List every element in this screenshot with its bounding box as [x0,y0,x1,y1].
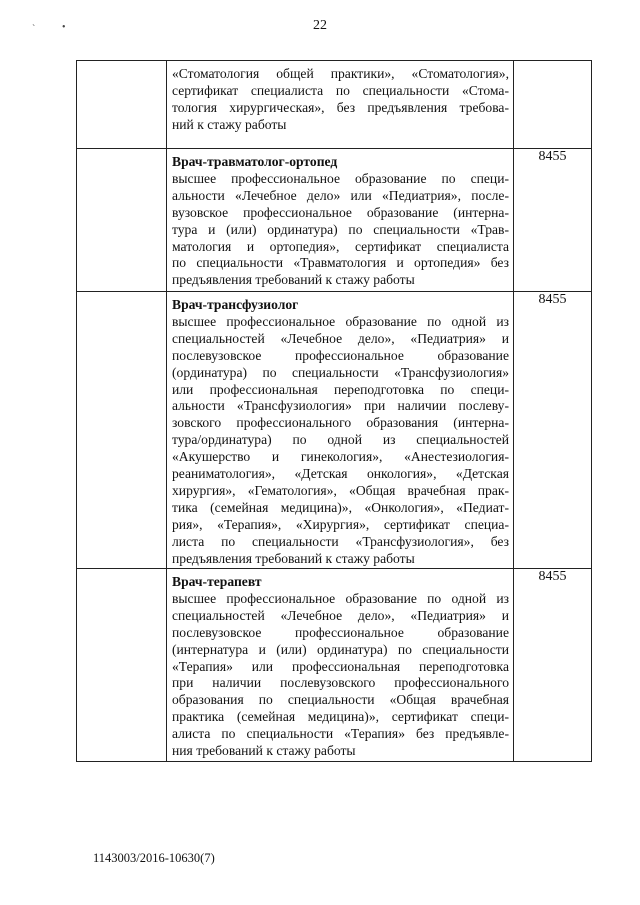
table-row [77,61,592,149]
requirement-line: высшее профессиональное образование по одной из [172,313,509,329]
requirement-line: рия», «Терапия», «Хирургия», сертификат специа- [172,516,509,532]
requirement-line: послевузовское профессиональное образование [172,624,509,640]
requirement-line: при наличии послевузовского профессионального [172,675,509,691]
requirement-line: тура/ординатура) по одной из специальностей [172,432,509,448]
document-code: 1143003/2016-10630(7) [93,851,215,865]
requirement-line: (ординатура) по специальности «Трансфузиология» [172,364,509,380]
requirement-line: альности «Лечебное дело» или «Педиатрия», после- [172,187,509,203]
requirement-line: «Стоматология общей практики», «Стоматология», [172,66,509,81]
requirement-line: листа по специальности «Трансфузиология», без [172,533,509,549]
requirement-line: или профессиональная переподготовка по специ- [172,381,509,397]
requirement-line: альности «Трансфузиология» при наличии послеву- [172,398,509,414]
requirement-line: послевузовское профессиональное образование [172,347,509,363]
table-row [77,149,592,292]
salary-value-cell: 8455 [514,149,592,292]
requirement-line: высшее профессиональное образование по одной из [172,590,509,606]
page-number: 22 [313,18,327,33]
requirement-line: сертификат специалиста по специальности «Стома- [172,82,509,98]
requirement-line: «Акушерство и гинекология», «Анестезиология- [172,449,509,465]
requirement-line: ния требований к стажу работы [172,743,356,759]
requirement-line: ний к стажу работы [172,116,287,132]
requirement-line: тология хирургическая», без предъявления требова- [172,99,509,115]
requirement-line: специальностей «Лечебное дело», «Педиатрия» и [172,330,509,346]
requirement-line: высшее профессиональное образование по специ- [172,170,509,186]
table-row [77,569,592,762]
requirement-line: хирургия», «Гематология», «Общая врачебная прак- [172,482,509,498]
empty-cell [77,61,167,149]
salary-value-cell [514,61,592,149]
salary-value-cell: 8455 [514,569,592,762]
requirement-line: реаниматология», «Детская онкология», «Детская [172,466,509,482]
requirement-line: предъявления требований к стажу работы [172,550,415,566]
salary-value-cell: 8455 [514,292,592,569]
requirement-line: (интернатура и (или) ординатура) по специальности [172,641,509,657]
empty-cell [77,292,167,569]
position-title: Врач-трансфузиолог [172,297,299,312]
requirement-line: практика (семейная медицина)», сертификат специ- [172,709,509,725]
requirement-line: предъявления требований к стажу работы [172,272,415,288]
empty-cell [77,149,167,292]
requirement-line: зовского профессионального образования (интерна- [172,415,509,431]
requirement-line: матология и ортопедия», сертификат специалиста [172,238,509,254]
requirement-line: вузовское профессиональное образование (интерна- [172,204,509,220]
position-description-cell [167,149,514,292]
requirement-line: специальностей «Лечебное дело», «Педиатрия» и [172,607,509,623]
position-title: Врач-травматолог-ортопед [172,154,338,169]
position-description-cell [167,61,514,149]
table-row [77,292,592,569]
scan-mark-dot: • [62,22,66,33]
scan-mark-dot: ˋ [32,24,36,35]
position-description-cell [167,292,514,569]
requirement-line: тика (семейная медицина)», «Онкология», «Педиат- [172,499,509,515]
empty-cell [77,569,167,762]
position-description-cell [167,569,514,762]
positions-table [76,60,592,762]
requirement-line: алиста по специальности «Терапия» без предъявле- [172,726,509,742]
requirement-line: «Терапия» или профессиональная переподготовка [172,658,509,674]
requirement-line: образования по специальности «Общая врачебная [172,692,509,708]
position-title: Врач-терапевт [172,574,262,589]
requirement-line: тура и (или) ординатура) по специальности «Трав- [172,221,509,237]
requirement-line: по специальности «Травматология и ортопедия» без [172,255,509,271]
